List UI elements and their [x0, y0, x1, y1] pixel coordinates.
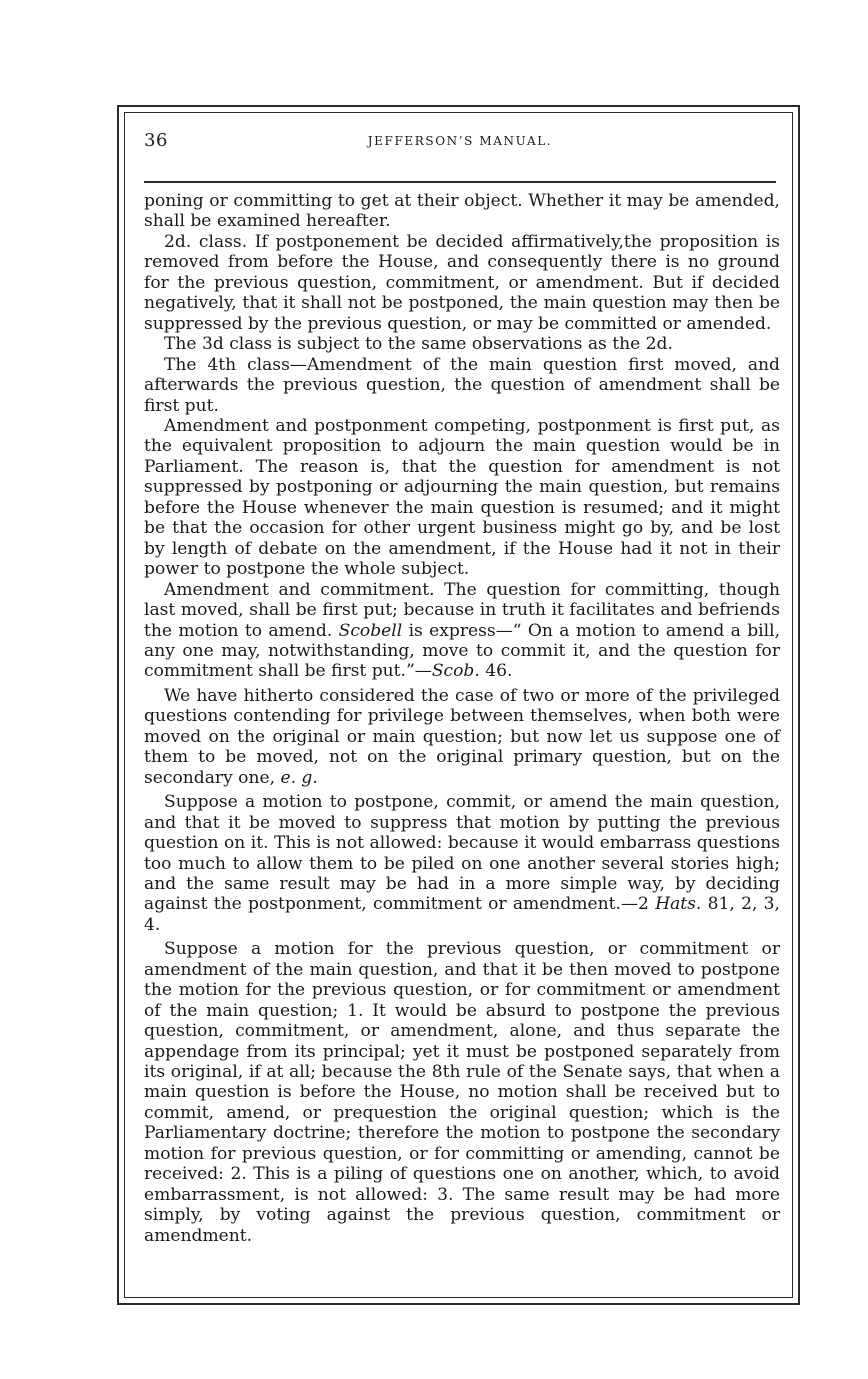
- body-text: [144, 191, 780, 1246]
- paragraph-text: 46.: [479, 661, 513, 682]
- paragraph-continuation: poning or committing to get at their object. Whether it may be amended, shall be examined hereafter.: [144, 191, 780, 232]
- citation-italic: Hats.: [655, 894, 702, 915]
- citation-italic: Scobell: [338, 620, 403, 641]
- paragraph-text: Suppose a motion to postpone, commit, or amend the main question, and that it be moved to suppress that motion by putting the previous question on it. This is not allowed: because it would embarrass questions too much to allow them to be piled on one another several stories high; and the same result may be had in a more simple way, by deciding against the postponment, commitment or amendment.—2: [144, 792, 780, 915]
- paragraph-suppose-previous-question: Suppose a motion for the previous question, or commitment or amendment of the main question, and that it be then moved to postpone the motion for the previous question, or for commitment or amendment of the main question; 1. It would be absurd to postpone the previous question, commitment, or amendment, alone, and thus separate the appendage from its principal; yet it must be postponed separately from its original, if at all; because the 8th rule of the Senate says, that when a main question is before the House, no motion shall be received but to commit, amend, or prequestion the original question; which is the Parliamentary doctrine; therefore the motion to postpone the secondary motion for previous question, or for committing or amending, cannot be received: 2. This is a piling of questions one on another, which, to avoid embarrassment, is not allowed: 3. The same result may be had more simply, by voting against the previous question, commitment or amendment.: [144, 939, 780, 1246]
- paragraph-4th-class: The 4th class—Amendment of the main question first moved, and afterwards the previous question, the question of amendment shall be first put.: [144, 354, 780, 416]
- paragraph-text: 81, 2, 3, 4.: [144, 894, 780, 935]
- running-title: JEFFERSON’S MANUAL.: [367, 134, 553, 148]
- paragraph-3d-class: The 3d class is subject to the same observations as the 2d.: [164, 334, 673, 355]
- paragraph-suppose-postpone: [144, 792, 780, 935]
- paragraph-privileged-questions: [144, 686, 780, 788]
- paragraph-text: We have hitherto considered the case of two or more of the privileged questions contending for privilege between themselves, when both were moved on the original or main question; but now let us suppose one of them to be moved, not on the original primary question, but on the secondary one,: [144, 685, 780, 788]
- citation-italic: Scob.: [431, 661, 480, 682]
- paragraph-amendment-commitment: [144, 580, 780, 682]
- page-number: 36: [144, 130, 168, 151]
- header-rule: [144, 181, 776, 183]
- paragraph-2d-class: 2d. class. If postponement be decided affirmatively,the proposition is removed from before the House, and consequently there is no ground for the previous question, commitment, or amendment. But if decided negatively, that it shall not be postponed, the main question may then be suppressed by the previous question, or may be committed or amended.: [144, 231, 780, 334]
- abbreviation-italic: e. g.: [280, 767, 318, 788]
- paragraph-amendment-postponment: Amendment and postponment competing, postponment is first put, as the equivalent proposition to adjourn the main question would be in Parliament. The reason is, that the question for amendment is not suppressed by postponing or adjourning the main question, but remains before the House whenever the main question is resumed; and it might be that the occasion for other urgent business might go by, and be lost by length of debate on the amendment, if the House had it not in their power to postpone the whole subject.: [144, 415, 780, 580]
- paragraph-text: Amendment and commitment. The question for committing, though last moved, shall be first put; because in truth it facilitates and befriends the motion to amend.: [144, 579, 780, 641]
- paragraph-text: is express—“ On a motion to amend a bill, any one may, notwithstanding, move to commit it, and the question for commitment shall be first put.”—: [144, 620, 781, 682]
- running-head: [144, 130, 776, 160]
